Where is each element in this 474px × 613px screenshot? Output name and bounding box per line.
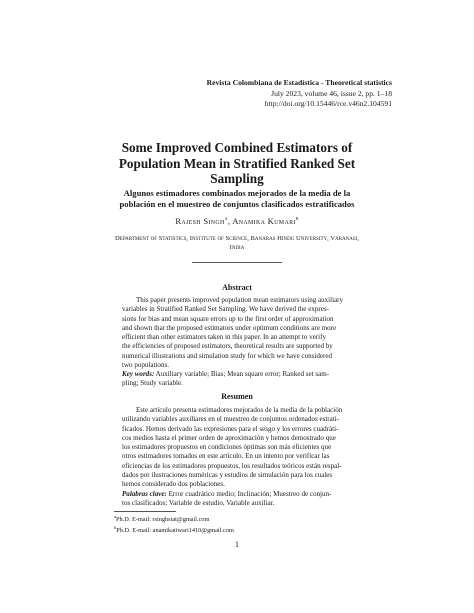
author-list <box>60 216 414 226</box>
abstract-line: This paper presents improved population mean estimators using auxiliary <box>136 296 344 304</box>
resumen-text <box>122 406 354 489</box>
paper-subtitle <box>70 188 404 209</box>
resumen-line: Este artículo presenta estimadores mejorados de la media de la población <box>136 406 343 414</box>
subtitle-line: población en el muestreo de conjuntos clasificados estratificados <box>119 198 355 209</box>
subtitle-line: Algunos estimadores combinados mejorados de la media de la <box>123 188 351 198</box>
abstract-line: efficient than other estimators taken in this paper. In an attempt to verify <box>122 333 326 341</box>
footnote <box>114 513 234 536</box>
title-line: Population Mean in Stratified Ranked Set <box>118 155 356 171</box>
title-line: Some Improved Combined Estimators of <box>121 140 353 155</box>
abstract-line: variables in Stratified Ranked Set Sampling. We have derived the expres- <box>122 305 329 314</box>
resumen-line: los estimadores propuestos en condiciones óptimas son más eficientes que <box>122 443 332 451</box>
keywords-label: Key words: <box>122 370 155 378</box>
affiliation-line: India <box>229 243 245 251</box>
keywords-text: Error cuadrático medio; Inclinación; Muestreo de conjun- <box>168 490 332 498</box>
affiliation-line: Department of Statistics, Institute of Science, Banaras Hindu University, Varanasi, <box>115 235 359 242</box>
abstract-line: the efficiencies of proposed estimators, theoretical results are supported by <box>122 342 333 351</box>
affiliation <box>92 235 382 252</box>
abstract-keywords <box>122 370 354 389</box>
abstract-line: numerical illustrations and simulation study for which we have considered <box>122 351 332 360</box>
doi-link[interactable]: http://doi.org/10.15446/rce.v46n2.104591 <box>264 99 392 108</box>
paper-title <box>60 140 414 187</box>
footnote-mark: a <box>114 514 117 519</box>
resumen-line: ficados. Hemos derivado las expresiones para el sesgo y los errores cuadráti- <box>122 424 339 433</box>
title-line: Sampling <box>210 171 264 187</box>
footnote-mark: b <box>114 525 117 531</box>
author-name: Anamika Kumari <box>232 216 296 226</box>
issue-info: July 2023, volume 46, issue 2, pp. 1–18 <box>271 88 392 98</box>
page-number: 1 <box>235 540 239 549</box>
footnote-text: Ph.D. E-mail: rsinghstat@gmail.com <box>116 516 210 524</box>
author-separator: , <box>227 216 233 226</box>
abstract-line: and shown that the proposed estimators under optimum conditions are more <box>122 323 337 332</box>
resumen-line: cos medios hasta el primer orden de aproximación y hemos demostrado que <box>122 433 336 442</box>
author-mark: a <box>224 216 228 223</box>
abstract-line: two populations. <box>122 360 169 369</box>
keywords-text: Auxiliary variable; Bias; Mean square error; Ranked set sam- <box>155 370 330 378</box>
journal-header <box>207 78 392 110</box>
keywords-label: Palabras clave: <box>122 490 167 498</box>
resumen-line: hemos considerado dos poblaciones. <box>122 480 225 488</box>
abstract-text <box>122 296 354 370</box>
title-divider <box>192 262 282 263</box>
author-mark: b <box>295 216 299 223</box>
resumen-heading: Resumen <box>221 392 253 401</box>
journal-name: Revista Colombiana de Estadística - Theoretical statistics <box>206 78 392 87</box>
resumen-line: otros estimadores tomados en este artículo. En un intento por verificar las <box>122 452 330 461</box>
author-name: Rajesh Singh <box>175 216 225 226</box>
keywords-text: pling; Study variable. <box>122 379 183 388</box>
keywords-text: tos clasificados; Variable de estudio, Variable auxiliar. <box>122 499 275 508</box>
footnote-text: Ph.D. E-mail: anamikatiwari1410@gmail.com <box>116 527 234 535</box>
resumen-keywords <box>122 490 354 509</box>
resumen-line: dados por ilustraciones numéricas y estudios de simulación para los cuales <box>122 470 333 479</box>
footnote-divider <box>114 511 176 512</box>
abstract-line: sions for bias and mean square errors up to the first order of approximation <box>122 314 334 323</box>
abstract-heading: Abstract <box>222 283 252 292</box>
resumen-line: eficiencias de los estimadores propuestos, los resultados teóricos están respal- <box>122 461 342 470</box>
resumen-line: utilizando variables auxiliares en el muestreo de conjuntos ordenados estrati- <box>122 415 340 424</box>
